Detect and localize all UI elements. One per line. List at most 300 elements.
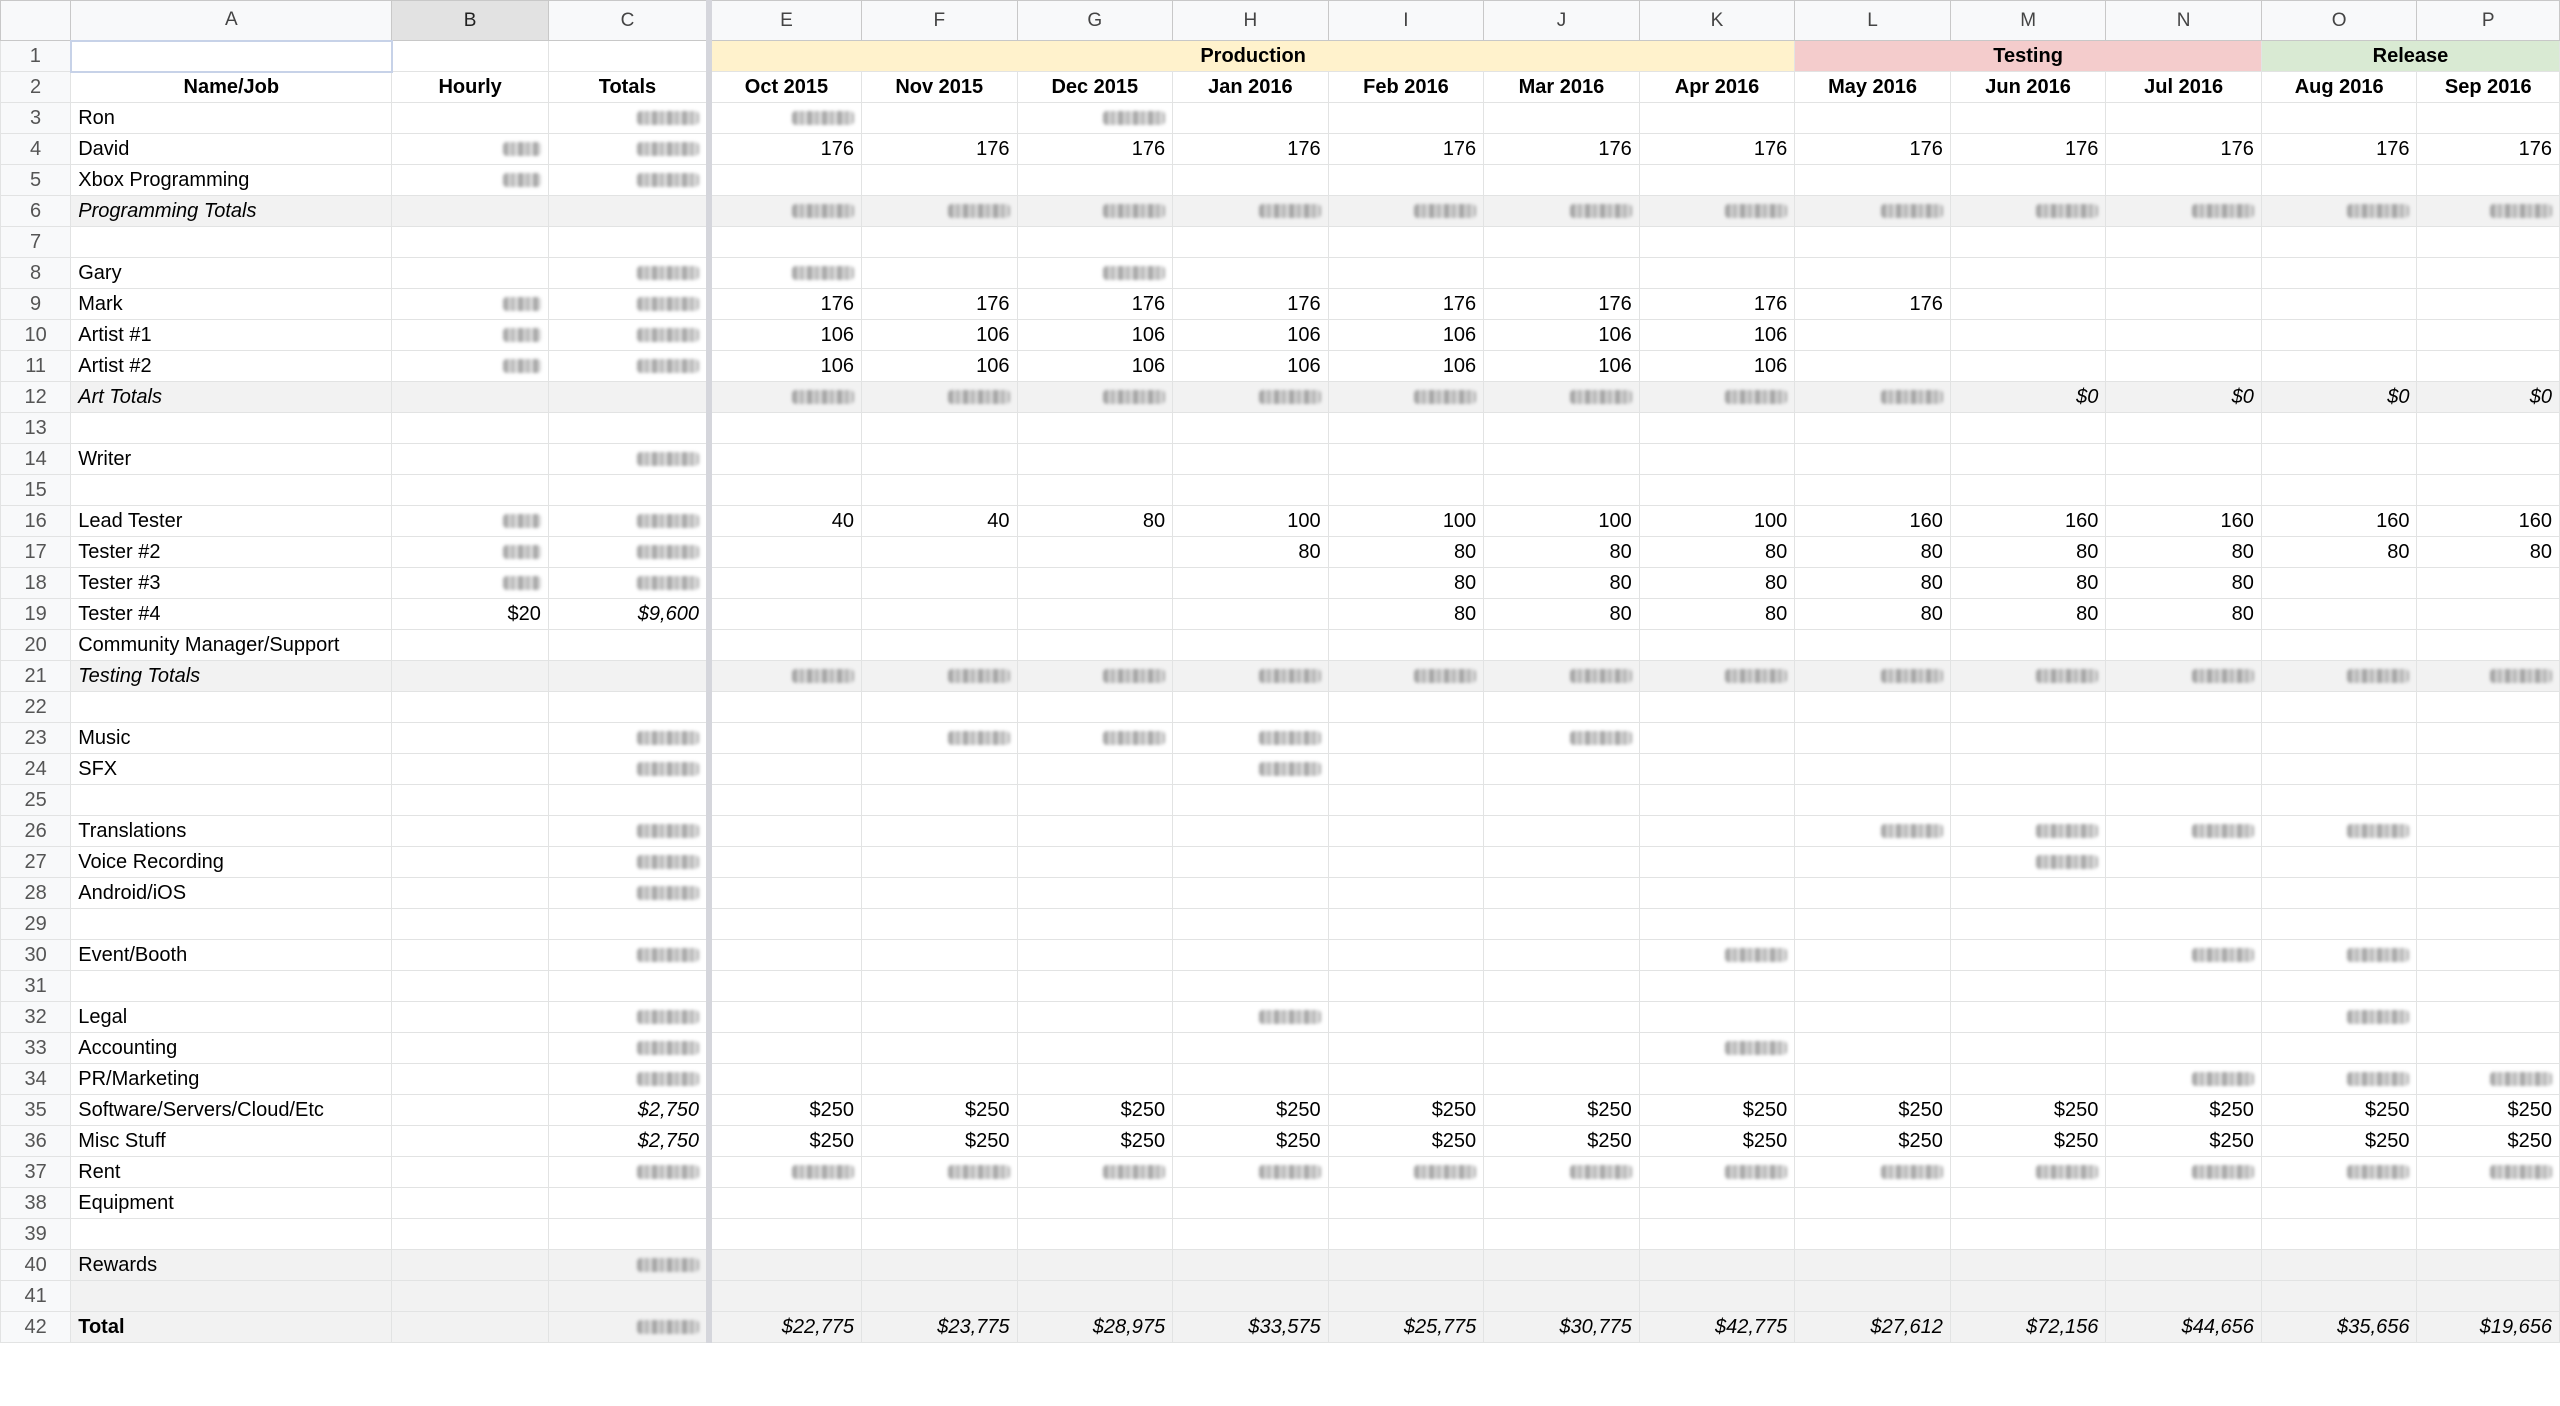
month-cell[interactable]: 106 (709, 351, 862, 382)
hourly-cell[interactable] (392, 165, 549, 196)
month-cell[interactable] (1328, 258, 1484, 289)
month-cell[interactable] (1795, 1064, 1951, 1095)
month-cell[interactable] (2106, 444, 2262, 475)
month-cell[interactable] (2417, 413, 2560, 444)
month-cell[interactable] (2106, 258, 2262, 289)
month-cell[interactable] (2417, 320, 2560, 351)
row-number[interactable]: 39 (1, 1219, 71, 1250)
month-cell[interactable]: $250 (709, 1126, 862, 1157)
row-number[interactable]: 10 (1, 320, 71, 351)
month-cell[interactable] (1017, 1250, 1173, 1281)
month-cell[interactable] (1017, 196, 1173, 227)
month-cell[interactable] (1328, 475, 1484, 506)
month-cell[interactable] (1950, 630, 2106, 661)
month-cell[interactable] (1328, 1157, 1484, 1188)
month-cell[interactable]: 80 (1328, 599, 1484, 630)
month-cell[interactable] (862, 1002, 1018, 1033)
month-cell[interactable]: 176 (2261, 134, 2417, 165)
hourly-cell[interactable] (392, 103, 549, 134)
hourly-cell[interactable] (392, 134, 549, 165)
month-cell[interactable] (2261, 971, 2417, 1002)
month-cell[interactable] (709, 568, 862, 599)
month-cell[interactable] (709, 630, 862, 661)
month-cell[interactable] (1328, 661, 1484, 692)
month-cell[interactable]: $250 (1795, 1095, 1951, 1126)
total-cell[interactable] (548, 475, 709, 506)
month-cell[interactable] (2106, 1219, 2262, 1250)
month-cell[interactable] (1017, 599, 1173, 630)
month-cell[interactable] (862, 165, 1018, 196)
month-cell[interactable]: 176 (1017, 289, 1173, 320)
month-cell[interactable] (2261, 909, 2417, 940)
month-cell[interactable] (2106, 847, 2262, 878)
month-cell[interactable] (2417, 568, 2560, 599)
month-cell[interactable]: 176 (1328, 289, 1484, 320)
month-cell[interactable]: 176 (709, 289, 862, 320)
column-header-e[interactable]: E (709, 1, 862, 41)
month-cell[interactable] (1017, 878, 1173, 909)
month-cell[interactable] (1173, 1033, 1329, 1064)
month-cell[interactable] (862, 661, 1018, 692)
month-cell[interactable]: 106 (1173, 351, 1329, 382)
month-cell[interactable] (2261, 475, 2417, 506)
month-cell[interactable] (1017, 1188, 1173, 1219)
month-cell[interactable]: 80 (1639, 599, 1795, 630)
month-cell[interactable] (1950, 475, 2106, 506)
row-number[interactable]: 33 (1, 1033, 71, 1064)
month-cell[interactable] (2261, 1157, 2417, 1188)
name-cell[interactable]: Gary (71, 258, 392, 289)
name-cell[interactable]: Art Totals (71, 382, 392, 413)
month-cell[interactable]: 176 (1639, 134, 1795, 165)
month-cell[interactable] (1328, 103, 1484, 134)
month-cell[interactable] (2261, 1064, 2417, 1095)
header-month[interactable]: Jun 2016 (1950, 72, 2106, 103)
month-cell[interactable]: 160 (1950, 506, 2106, 537)
month-cell[interactable] (1950, 103, 2106, 134)
month-cell[interactable] (1173, 1281, 1329, 1312)
month-cell[interactable] (2261, 723, 2417, 754)
hourly-cell[interactable] (392, 785, 549, 816)
total-cell[interactable] (548, 909, 709, 940)
select-all-corner[interactable] (1, 1, 71, 41)
month-cell[interactable] (1950, 661, 2106, 692)
month-cell[interactable]: 80 (1795, 537, 1951, 568)
hourly-cell[interactable] (392, 1002, 549, 1033)
month-cell[interactable] (1639, 1002, 1795, 1033)
month-cell[interactable] (2106, 196, 2262, 227)
month-cell[interactable] (709, 1219, 862, 1250)
month-cell[interactable]: $27,612 (1795, 1312, 1951, 1343)
month-cell[interactable] (2106, 165, 2262, 196)
total-cell[interactable] (548, 258, 709, 289)
phase-testing[interactable]: Testing (1795, 41, 2262, 72)
header-month[interactable]: May 2016 (1795, 72, 1951, 103)
month-cell[interactable] (862, 816, 1018, 847)
month-cell[interactable] (1173, 165, 1329, 196)
month-cell[interactable] (1328, 382, 1484, 413)
month-cell[interactable] (1639, 1064, 1795, 1095)
month-cell[interactable]: $33,575 (1173, 1312, 1329, 1343)
month-cell[interactable] (1484, 258, 1640, 289)
month-cell[interactable] (1795, 847, 1951, 878)
total-cell[interactable] (548, 568, 709, 599)
month-cell[interactable]: 80 (1017, 506, 1173, 537)
month-cell[interactable]: $250 (862, 1095, 1018, 1126)
month-cell[interactable] (1328, 1219, 1484, 1250)
month-cell[interactable] (862, 692, 1018, 723)
month-cell[interactable] (1639, 227, 1795, 258)
month-cell[interactable] (1639, 1188, 1795, 1219)
month-cell[interactable]: 106 (1639, 320, 1795, 351)
name-cell[interactable] (71, 1281, 392, 1312)
month-cell[interactable] (1173, 1250, 1329, 1281)
name-cell[interactable]: Translations (71, 816, 392, 847)
month-cell[interactable] (2417, 1250, 2560, 1281)
month-cell[interactable]: $250 (1950, 1126, 2106, 1157)
month-cell[interactable]: 176 (1173, 289, 1329, 320)
month-cell[interactable] (2261, 940, 2417, 971)
month-cell[interactable] (2106, 1033, 2262, 1064)
month-cell[interactable] (1328, 165, 1484, 196)
month-cell[interactable] (2106, 413, 2262, 444)
total-cell[interactable] (548, 1064, 709, 1095)
month-cell[interactable] (709, 1064, 862, 1095)
month-cell[interactable] (1017, 1064, 1173, 1095)
total-cell[interactable] (548, 320, 709, 351)
month-cell[interactable] (2261, 816, 2417, 847)
total-cell[interactable] (548, 1157, 709, 1188)
name-cell[interactable]: Community Manager/Support (71, 630, 392, 661)
month-cell[interactable] (1950, 785, 2106, 816)
month-cell[interactable] (1484, 227, 1640, 258)
month-cell[interactable] (1639, 1219, 1795, 1250)
row-number[interactable]: 19 (1, 599, 71, 630)
month-cell[interactable] (1173, 599, 1329, 630)
month-cell[interactable] (1639, 692, 1795, 723)
name-cell[interactable]: Artist #2 (71, 351, 392, 382)
month-cell[interactable] (862, 103, 1018, 134)
month-cell[interactable] (1639, 754, 1795, 785)
month-cell[interactable]: $250 (1950, 1095, 2106, 1126)
row-number[interactable]: 23 (1, 723, 71, 754)
total-cell[interactable] (548, 196, 709, 227)
month-cell[interactable] (1950, 1281, 2106, 1312)
month-cell[interactable] (1795, 940, 1951, 971)
hourly-cell[interactable] (392, 723, 549, 754)
column-header-h[interactable]: H (1173, 1, 1329, 41)
month-cell[interactable] (862, 382, 1018, 413)
total-cell[interactable]: $2,750 (548, 1095, 709, 1126)
total-cell[interactable] (548, 351, 709, 382)
hourly-cell[interactable] (392, 1095, 549, 1126)
total-cell[interactable] (548, 847, 709, 878)
month-cell[interactable] (1173, 103, 1329, 134)
month-cell[interactable] (1484, 785, 1640, 816)
month-cell[interactable] (2106, 816, 2262, 847)
month-cell[interactable] (1639, 475, 1795, 506)
month-cell[interactable] (1950, 1157, 2106, 1188)
month-cell[interactable]: $250 (2106, 1095, 2262, 1126)
row-number[interactable]: 27 (1, 847, 71, 878)
month-cell[interactable] (2417, 909, 2560, 940)
name-cell[interactable]: Programming Totals (71, 196, 392, 227)
month-cell[interactable] (1328, 1033, 1484, 1064)
month-cell[interactable]: $250 (1328, 1126, 1484, 1157)
month-cell[interactable] (709, 196, 862, 227)
month-cell[interactable] (709, 847, 862, 878)
month-cell[interactable] (1639, 413, 1795, 444)
month-cell[interactable] (709, 475, 862, 506)
row-number[interactable]: 15 (1, 475, 71, 506)
hourly-cell[interactable] (392, 1126, 549, 1157)
month-cell[interactable] (1639, 940, 1795, 971)
month-cell[interactable] (1639, 816, 1795, 847)
month-cell[interactable] (1484, 630, 1640, 661)
month-cell[interactable] (709, 971, 862, 1002)
month-cell[interactable] (862, 444, 1018, 475)
month-cell[interactable] (2106, 1281, 2262, 1312)
month-cell[interactable]: $44,656 (2106, 1312, 2262, 1343)
month-cell[interactable]: 176 (2417, 134, 2560, 165)
name-cell[interactable]: Xbox Programming (71, 165, 392, 196)
month-cell[interactable] (2106, 878, 2262, 909)
month-cell[interactable] (709, 661, 862, 692)
month-cell[interactable] (1950, 1002, 2106, 1033)
month-cell[interactable]: 160 (1795, 506, 1951, 537)
month-cell[interactable] (2261, 1188, 2417, 1219)
month-cell[interactable] (1795, 723, 1951, 754)
month-cell[interactable] (709, 1188, 862, 1219)
hourly-cell[interactable] (392, 1064, 549, 1095)
total-cell[interactable] (548, 1188, 709, 1219)
month-cell[interactable] (2417, 258, 2560, 289)
month-cell[interactable] (862, 258, 1018, 289)
month-cell[interactable] (709, 723, 862, 754)
hourly-cell[interactable] (392, 661, 549, 692)
month-cell[interactable] (1173, 413, 1329, 444)
month-cell[interactable] (1017, 1219, 1173, 1250)
row-number[interactable]: 41 (1, 1281, 71, 1312)
name-cell[interactable]: Testing Totals (71, 661, 392, 692)
month-cell[interactable]: 106 (1484, 320, 1640, 351)
month-cell[interactable] (1173, 661, 1329, 692)
name-cell[interactable]: Music (71, 723, 392, 754)
month-cell[interactable] (1173, 971, 1329, 1002)
month-cell[interactable] (709, 1033, 862, 1064)
total-cell[interactable] (548, 227, 709, 258)
month-cell[interactable] (2417, 1281, 2560, 1312)
hourly-cell[interactable] (392, 320, 549, 351)
month-cell[interactable] (709, 258, 862, 289)
month-cell[interactable] (2261, 1250, 2417, 1281)
hourly-cell[interactable] (392, 847, 549, 878)
month-cell[interactable] (2417, 351, 2560, 382)
month-cell[interactable] (2261, 692, 2417, 723)
row-number[interactable]: 40 (1, 1250, 71, 1281)
month-cell[interactable]: 80 (1950, 599, 2106, 630)
month-cell[interactable] (1950, 289, 2106, 320)
month-cell[interactable] (1017, 723, 1173, 754)
month-cell[interactable] (1484, 165, 1640, 196)
month-cell[interactable] (862, 1188, 1018, 1219)
month-cell[interactable] (1173, 382, 1329, 413)
month-cell[interactable] (1017, 413, 1173, 444)
month-cell[interactable] (1173, 723, 1329, 754)
month-cell[interactable]: 160 (2417, 506, 2560, 537)
month-cell[interactable] (2106, 289, 2262, 320)
month-cell[interactable] (1950, 196, 2106, 227)
month-cell[interactable] (1017, 630, 1173, 661)
month-cell[interactable] (1017, 227, 1173, 258)
month-cell[interactable] (1328, 1250, 1484, 1281)
month-cell[interactable] (709, 165, 862, 196)
month-cell[interactable]: 176 (2106, 134, 2262, 165)
month-cell[interactable] (1795, 1219, 1951, 1250)
month-cell[interactable] (2261, 754, 2417, 785)
month-cell[interactable] (1484, 1157, 1640, 1188)
month-cell[interactable]: 80 (1328, 537, 1484, 568)
row-number[interactable]: 26 (1, 816, 71, 847)
column-header-i[interactable]: I (1328, 1, 1484, 41)
month-cell[interactable] (2261, 599, 2417, 630)
month-cell[interactable] (1484, 971, 1640, 1002)
month-cell[interactable] (1173, 1157, 1329, 1188)
name-cell[interactable] (71, 413, 392, 444)
month-cell[interactable] (1484, 847, 1640, 878)
total-cell[interactable] (548, 1219, 709, 1250)
month-cell[interactable] (2417, 661, 2560, 692)
row-number[interactable]: 37 (1, 1157, 71, 1188)
month-cell[interactable] (1795, 165, 1951, 196)
month-cell[interactable] (1795, 1002, 1951, 1033)
row-number[interactable]: 30 (1, 940, 71, 971)
month-cell[interactable] (2417, 1157, 2560, 1188)
month-cell[interactable]: 100 (1328, 506, 1484, 537)
month-cell[interactable]: 80 (1950, 568, 2106, 599)
month-cell[interactable] (1017, 165, 1173, 196)
month-cell[interactable] (1950, 258, 2106, 289)
row-number[interactable]: 7 (1, 227, 71, 258)
month-cell[interactable] (1795, 661, 1951, 692)
month-cell[interactable] (1795, 692, 1951, 723)
hourly-cell[interactable] (392, 413, 549, 444)
total-cell[interactable] (548, 1033, 709, 1064)
month-cell[interactable] (1639, 971, 1795, 1002)
month-cell[interactable] (1795, 320, 1951, 351)
month-cell[interactable] (2261, 878, 2417, 909)
month-cell[interactable] (1328, 971, 1484, 1002)
month-cell[interactable] (709, 1002, 862, 1033)
month-cell[interactable]: 176 (1017, 134, 1173, 165)
month-cell[interactable] (2417, 444, 2560, 475)
month-cell[interactable] (1328, 1002, 1484, 1033)
month-cell[interactable] (1484, 878, 1640, 909)
hourly-cell[interactable] (392, 506, 549, 537)
month-cell[interactable] (1173, 816, 1329, 847)
total-cell[interactable] (548, 413, 709, 444)
month-cell[interactable] (1484, 816, 1640, 847)
month-cell[interactable]: 80 (1795, 599, 1951, 630)
month-cell[interactable] (1795, 816, 1951, 847)
row-number[interactable]: 35 (1, 1095, 71, 1126)
month-cell[interactable] (1017, 785, 1173, 816)
month-cell[interactable]: $22,775 (709, 1312, 862, 1343)
month-cell[interactable]: 40 (709, 506, 862, 537)
header-name-job[interactable]: Name/Job (71, 72, 392, 103)
month-cell[interactable]: 176 (1484, 134, 1640, 165)
month-cell[interactable] (862, 971, 1018, 1002)
name-cell[interactable] (71, 785, 392, 816)
month-cell[interactable] (1484, 1250, 1640, 1281)
month-cell[interactable]: $28,975 (1017, 1312, 1173, 1343)
name-cell[interactable]: Software/Servers/Cloud/Etc (71, 1095, 392, 1126)
month-cell[interactable] (2417, 847, 2560, 878)
hourly-cell[interactable] (392, 351, 549, 382)
month-cell[interactable] (1017, 661, 1173, 692)
hourly-cell[interactable] (392, 1188, 549, 1219)
name-cell[interactable]: Legal (71, 1002, 392, 1033)
name-cell[interactable] (71, 475, 392, 506)
month-cell[interactable] (709, 1250, 862, 1281)
month-cell[interactable] (2417, 692, 2560, 723)
month-cell[interactable]: $0 (1950, 382, 2106, 413)
month-cell[interactable] (2261, 289, 2417, 320)
hourly-cell[interactable] (392, 878, 549, 909)
month-cell[interactable] (862, 754, 1018, 785)
row-number[interactable]: 6 (1, 196, 71, 227)
name-cell[interactable]: Tester #2 (71, 537, 392, 568)
row-number[interactable]: 21 (1, 661, 71, 692)
month-cell[interactable] (2106, 1157, 2262, 1188)
month-cell[interactable] (2106, 1188, 2262, 1219)
row-number[interactable]: 13 (1, 413, 71, 444)
month-cell[interactable] (709, 599, 862, 630)
month-cell[interactable] (2106, 103, 2262, 134)
month-cell[interactable] (1639, 785, 1795, 816)
month-cell[interactable] (1639, 165, 1795, 196)
phase-release[interactable]: Release (2261, 41, 2559, 72)
month-cell[interactable] (1173, 1188, 1329, 1219)
hourly-cell[interactable] (392, 754, 549, 785)
month-cell[interactable] (1795, 258, 1951, 289)
header-month[interactable]: Jan 2016 (1173, 72, 1329, 103)
month-cell[interactable] (1017, 940, 1173, 971)
month-cell[interactable]: $250 (2417, 1126, 2560, 1157)
hourly-cell[interactable] (392, 568, 549, 599)
row-number[interactable]: 28 (1, 878, 71, 909)
month-cell[interactable] (709, 413, 862, 444)
header-month[interactable]: Aug 2016 (2261, 72, 2417, 103)
month-cell[interactable] (1795, 1157, 1951, 1188)
cell[interactable] (392, 41, 549, 72)
month-cell[interactable]: 106 (1173, 320, 1329, 351)
month-cell[interactable] (862, 1281, 1018, 1312)
name-cell[interactable] (71, 1219, 392, 1250)
row-number[interactable]: 16 (1, 506, 71, 537)
month-cell[interactable]: 80 (1484, 568, 1640, 599)
month-cell[interactable] (2106, 785, 2262, 816)
month-cell[interactable] (1328, 909, 1484, 940)
month-cell[interactable] (1950, 1188, 2106, 1219)
month-cell[interactable] (1017, 971, 1173, 1002)
month-cell[interactable] (1484, 382, 1640, 413)
month-cell[interactable] (2417, 227, 2560, 258)
total-cell[interactable] (548, 754, 709, 785)
hourly-cell[interactable] (392, 909, 549, 940)
month-cell[interactable] (1328, 816, 1484, 847)
phase-production[interactable]: Production (709, 41, 1795, 72)
